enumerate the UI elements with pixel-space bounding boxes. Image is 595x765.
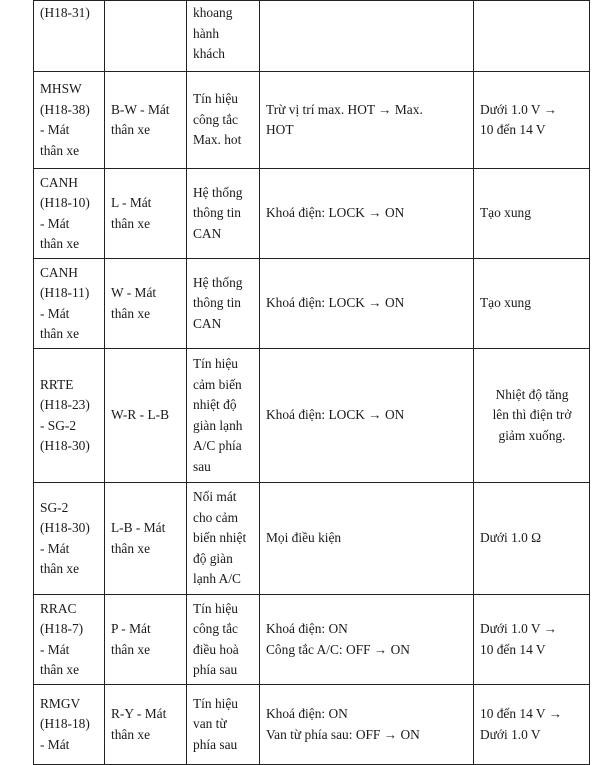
- terminal-inspection-table: [33, 0, 590, 765]
- cell-text-line: W-R - L-B: [111, 407, 170, 423]
- table-row: [34, 685, 590, 765]
- cell-text-line: (H18-30): [40, 520, 90, 535]
- cell-text-line: L-B - Mát: [111, 520, 166, 535]
- cell-text-line: 10 đến 14 V: [480, 122, 546, 137]
- condition-cell: [260, 259, 474, 349]
- cell-text-line: - Mát: [40, 540, 70, 556]
- description-cell: [187, 169, 260, 259]
- cell-text-line: Mọi điều kiện: [266, 530, 342, 546]
- cell-text-line: SG-2: [40, 499, 69, 515]
- cell-text-line: - Mát: [40, 736, 70, 752]
- cell-text-line: thân xe: [40, 561, 80, 576]
- cell-text-line: Dưới 1.0 V: [480, 726, 541, 742]
- specified-value-cell: [474, 1, 590, 72]
- cell-text-line: khách: [193, 46, 225, 61]
- wire-color-cell: [105, 483, 187, 595]
- cell-text-line: (H18-31): [40, 5, 90, 20]
- cell-text-line: Van từ phía sau: OFF → ON: [266, 726, 420, 742]
- table-row: [34, 72, 590, 169]
- cell-text-line: sau: [193, 458, 211, 474]
- terminal-cell: [34, 349, 105, 483]
- description-cell: [187, 595, 260, 685]
- cell-text-line: - Mát: [40, 305, 70, 321]
- cell-text-line: Tín hiệu: [193, 695, 238, 711]
- cell-text-line: - SG-2: [40, 417, 77, 433]
- cell-text-line: thân xe: [40, 662, 80, 677]
- terminal-cell: [34, 259, 105, 349]
- cell-text-line: Tạo xung: [480, 295, 531, 311]
- cell-text-line: điều hoà: [193, 641, 239, 657]
- condition-cell: [260, 483, 474, 595]
- table-row: [34, 169, 590, 259]
- cell-text-line: công tắc: [193, 621, 238, 636]
- cell-text-line: giảm xuống.: [498, 427, 566, 443]
- condition-cell: [260, 72, 474, 169]
- cell-text-line: thông tin: [193, 295, 241, 311]
- cell-text-line: MHSW: [40, 81, 82, 96]
- terminal-cell: [34, 72, 105, 169]
- cell-text-line: RMGV: [40, 695, 81, 711]
- wire-color-cell: [105, 169, 187, 259]
- description-cell: [187, 1, 260, 72]
- cell-text-line: (H18-38): [40, 101, 90, 117]
- cell-text-line: RRTE: [40, 376, 74, 392]
- cell-text-line: L - Mát: [111, 195, 152, 210]
- cell-text-line: Khoá điện: LOCK → ON: [266, 295, 405, 311]
- cell-text-line: Khoá điện: LOCK → ON: [266, 205, 405, 221]
- cell-text-line: cho cảm: [193, 509, 238, 525]
- cell-text-line: van từ: [193, 716, 227, 732]
- cell-text-line: RRAC: [40, 600, 77, 616]
- description-cell: [187, 259, 260, 349]
- cell-text-line: Nhiệt độ tăng: [495, 386, 569, 402]
- cell-text-line: CANH: [40, 264, 78, 280]
- cell-text-line: A/C phía: [193, 438, 242, 453]
- cell-text-line: Tín hiệu: [193, 600, 238, 616]
- cell-text-line: lạnh A/C: [193, 571, 241, 587]
- cell-text-line: Dưới 1.0 Ω: [480, 530, 542, 546]
- cell-text-line: Hệ thống: [193, 274, 243, 290]
- cell-text-line: (H18-10): [40, 195, 90, 210]
- cell-text-line: lên thì điện trở: [492, 407, 572, 423]
- cell-text-line: khoang: [193, 5, 233, 20]
- cell-text-line: (H18-7): [40, 621, 84, 636]
- cell-text-line: cảm biến: [193, 376, 242, 392]
- terminal-cell: [34, 595, 105, 685]
- specified-value-cell: [474, 685, 590, 765]
- cell-text-line: Tạo xung: [480, 205, 531, 221]
- cell-text-line: (H18-11): [40, 285, 90, 300]
- description-cell: [187, 685, 260, 765]
- cell-text-line: B-W - Mát: [111, 101, 170, 117]
- description-cell: [187, 349, 260, 483]
- table-row: [34, 483, 590, 595]
- specified-value-cell: [474, 259, 590, 349]
- terminal-cell: [34, 1, 105, 72]
- table-row: [34, 1, 590, 72]
- cell-text-line: thân xe: [111, 726, 151, 742]
- cell-text-line: độ giàn: [193, 550, 233, 566]
- table-row: [34, 595, 590, 685]
- cell-text-line: CAN: [193, 225, 222, 241]
- cell-text-line: thân xe: [111, 305, 151, 321]
- cell-text-line: Hệ thống: [193, 184, 243, 200]
- cell-text-line: nhiệt độ: [193, 397, 237, 412]
- wire-color-cell: [105, 349, 187, 483]
- cell-text-line: 10 đến 14 V →: [480, 706, 563, 721]
- cell-text-line: Dưới 1.0 V →: [480, 621, 558, 636]
- cell-text-line: giàn lạnh: [193, 417, 243, 433]
- cell-text-line: thân xe: [40, 236, 80, 251]
- cell-text-line: W - Mát: [111, 285, 157, 300]
- specified-value-cell: [474, 72, 590, 169]
- cell-text-line: thông tin: [193, 205, 241, 221]
- cell-text-line: hành: [193, 25, 220, 41]
- cell-text-line: (H18-30): [40, 438, 90, 453]
- cell-text-line: Trừ vị trí max. HOT → Max.: [266, 101, 423, 117]
- cell-text-line: Khoá điện: LOCK → ON: [266, 407, 405, 423]
- terminal-cell: [34, 483, 105, 595]
- condition-cell: [260, 685, 474, 765]
- cell-text-line: Khoá điện: ON: [266, 706, 348, 721]
- condition-cell: [260, 595, 474, 685]
- cell-text-line: R-Y - Mát: [111, 706, 167, 721]
- cell-text-line: Dưới 1.0 V →: [480, 101, 558, 117]
- cell-text-line: P - Mát: [111, 621, 151, 636]
- wire-color-cell: [105, 72, 187, 169]
- cell-text-line: biến nhiệt: [193, 530, 247, 546]
- cell-text-line: công tắc: [193, 111, 238, 127]
- cell-text-line: thân xe: [40, 326, 80, 341]
- cell-text-line: (H18-18): [40, 716, 90, 732]
- cell-text-line: CAN: [193, 315, 222, 331]
- specified-value-cell: [474, 595, 590, 685]
- cell-text-line: phía sau: [193, 736, 238, 752]
- condition-cell: [260, 1, 474, 72]
- cell-text-line: thân xe: [111, 122, 151, 137]
- cell-text-line: HOT: [266, 122, 294, 137]
- cell-text-line: Nối mát: [193, 489, 237, 505]
- cell-text-line: - Mát: [40, 122, 70, 137]
- specified-value-cell: [474, 169, 590, 259]
- description-cell: [187, 72, 260, 169]
- condition-cell: [260, 349, 474, 483]
- cell-text-line: 10 đến 14 V: [480, 641, 546, 657]
- wire-color-cell: [105, 1, 187, 72]
- specified-value-cell: [474, 349, 590, 483]
- cell-text-line: Công tắc A/C: OFF → ON: [266, 641, 410, 657]
- wire-color-cell: [105, 685, 187, 765]
- cell-text-line: thân xe: [111, 540, 151, 556]
- cell-text-line: (H18-23): [40, 397, 90, 412]
- cell-text-line: Max. hot: [193, 132, 242, 148]
- table-row: [34, 259, 590, 349]
- cell-text-line: - Mát: [40, 215, 70, 231]
- specified-value-cell: [474, 483, 590, 595]
- cell-text-line: Khoá điện: ON: [266, 621, 348, 636]
- terminal-cell: [34, 169, 105, 259]
- table-row: [34, 349, 590, 483]
- wire-color-cell: [105, 595, 187, 685]
- condition-cell: [260, 169, 474, 259]
- cell-text-line: - Mát: [40, 641, 70, 657]
- cell-text-line: thân xe: [111, 641, 151, 657]
- cell-text-line: thân xe: [111, 215, 151, 231]
- cell-text-line: Tín hiệu: [193, 91, 238, 107]
- cell-text-line: thân xe: [40, 142, 80, 158]
- cell-text-line: Tín hiệu: [193, 356, 238, 371]
- wire-color-cell: [105, 259, 187, 349]
- cell-text-line: CANH: [40, 174, 78, 190]
- terminal-cell: [34, 685, 105, 765]
- cell-text-line: phía sau: [193, 662, 238, 677]
- description-cell: [187, 483, 260, 595]
